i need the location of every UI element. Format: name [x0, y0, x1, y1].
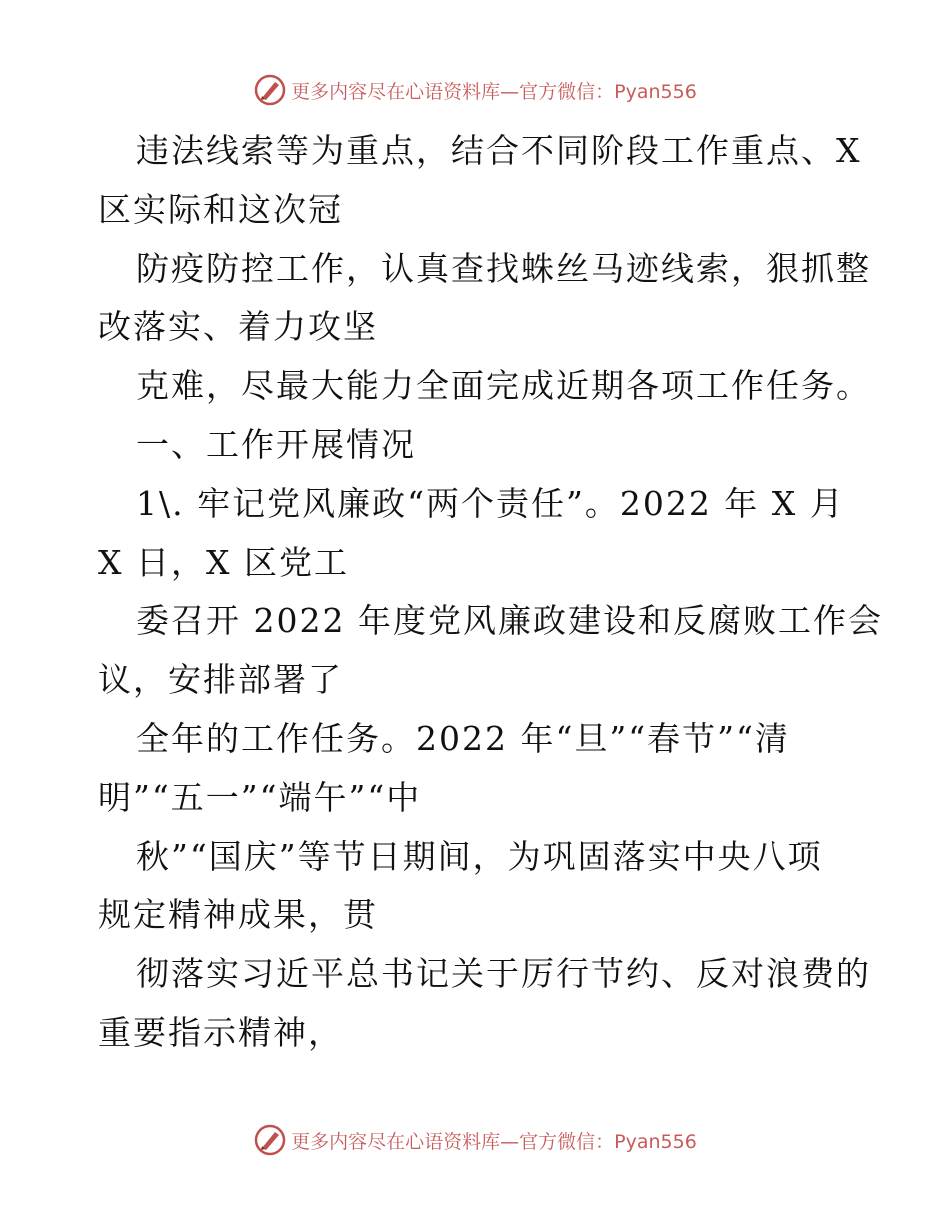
text-line: 改落实、着力攻坚 [98, 307, 378, 347]
header-watermark-banner [0, 70, 950, 110]
text-line: X 日，X 区党工 [98, 542, 349, 582]
text-line: 明”“五一”“端午”“中 [98, 777, 422, 817]
text-line: 议，安排部署了 [98, 660, 343, 700]
quill-logo-icon [253, 1123, 287, 1157]
document-body [98, 122, 883, 1063]
text-line: 秋”“国庆”等节日期间，为巩固落实中央八项 [136, 836, 823, 876]
text-line: 一、工作开展情况 [136, 424, 416, 464]
text-line: 全年的工作任务。2022 年“旦”“春节”“清 [136, 718, 790, 758]
footer-watermark-text: 更多内容尽在心语资料库—官方微信：Pyan556 [291, 1130, 697, 1153]
text-line: 规定精神成果，贯 [98, 895, 378, 935]
text-line: 区实际和这次冠 [98, 189, 343, 229]
text-line: 防疫防控工作，认真查找蛛丝马迹线索，狠抓整 [136, 248, 871, 288]
text-line: 彻落实习近平总书记关于厉行节约、反对浪费的 [136, 954, 871, 994]
text-line: 1\. 牢记党风廉政“两个责任”。2022 年 X 月 [136, 483, 845, 523]
text-line: 克难，尽最大能力全面完成近期各项工作任务。 [136, 366, 871, 406]
text-line: 重要指示精神， [98, 1012, 343, 1052]
quill-logo-icon [253, 73, 287, 107]
text-line: 违法线索等为重点，结合不同阶段工作重点、X [136, 131, 862, 170]
footer-watermark-banner [0, 1120, 950, 1160]
text-line: 委召开 2022 年度党风廉政建设和反腐败工作会 [136, 601, 883, 641]
header-watermark-text: 更多内容尽在心语资料库—官方微信：Pyan556 [291, 80, 697, 103]
